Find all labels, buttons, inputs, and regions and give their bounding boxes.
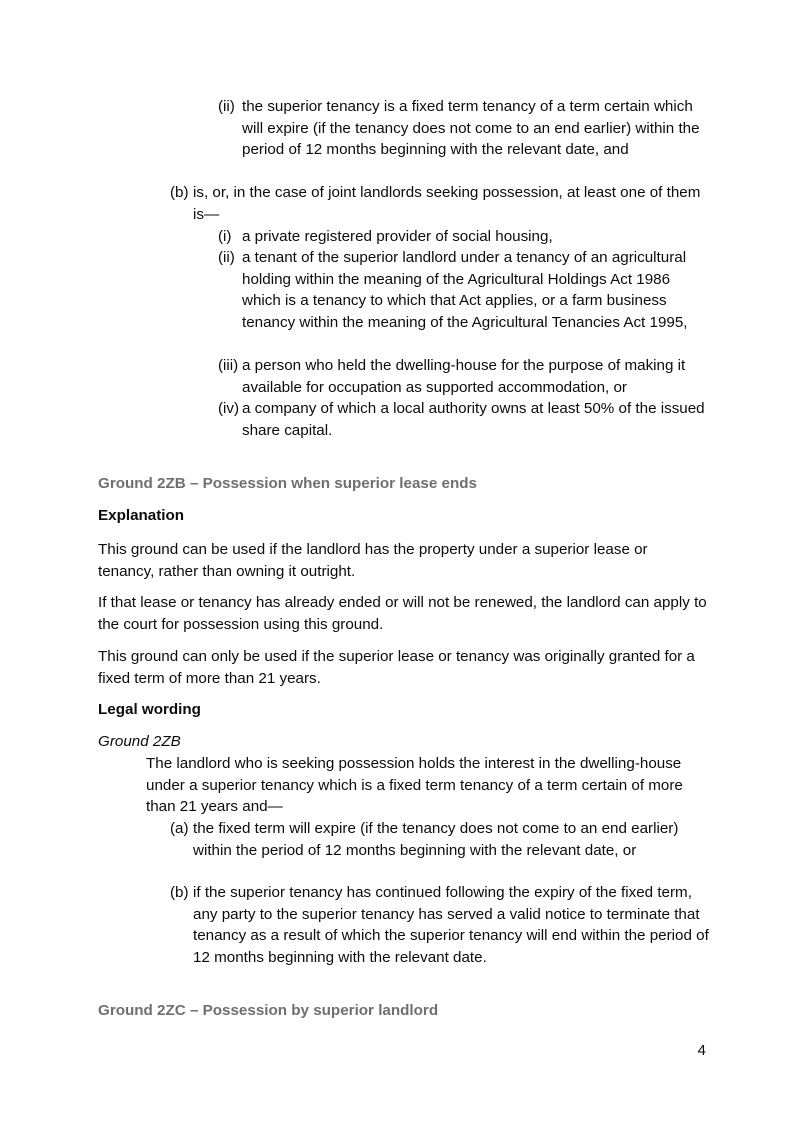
list-item-text: is, or, in the case of joint landlords seeking possession, at least one of them is—	[193, 184, 701, 223]
list-item-b-iii	[218, 355, 708, 398]
paragraph: If that lease or tenancy has already ended or will not be renewed, the landlord can apply to the court for possession using this ground.	[98, 594, 707, 633]
list-item-text: if the superior tenancy has continued following the expiry of the fixed term, any party to the superior tenancy has served a valid notice to terminate that tenancy as a result of which the superior tenancy will end within the period of 12 months beginning with the relevant date.	[193, 884, 709, 967]
list-item-label: (ii)	[218, 249, 235, 266]
list-item-label: (b)	[170, 884, 189, 901]
list-item-b-i	[218, 226, 708, 248]
list-item-ii	[218, 96, 708, 161]
list-item-label: (iv)	[218, 400, 240, 417]
legal-intro: The landlord who is seeking possession holds the interest in the dwelling-house under a superior tenancy which is a fixed term tenancy of a term certain of more than 21 years and—	[146, 755, 683, 816]
legal-wording-heading: Legal wording	[98, 701, 201, 718]
legal-item-a	[170, 818, 710, 861]
list-item-text: a tenant of the superior landlord under a tenancy of an agricultural holding within the meaning of the Agricultural Holdings Act 1986 which is a tenancy to which that Act applies, or a farm business tenancy within the meaning of the Agricultural Tenancies Act 1995,	[242, 249, 688, 332]
list-item-label: (a)	[170, 820, 189, 837]
paragraph: This ground can only be used if the superior lease or tenancy was originally granted for a fixed term of more than 21 years.	[98, 648, 695, 687]
section-heading-2zc: Ground 2ZC – Possession by superior landlord	[98, 1002, 439, 1019]
page-number: 4	[697, 1042, 706, 1059]
legal-item-b	[170, 882, 710, 969]
list-item-text: a private registered provider of social housing,	[242, 228, 553, 245]
list-item-label: (b)	[170, 184, 189, 201]
list-item-label: (i)	[218, 228, 232, 245]
list-item-text: the superior tenancy is a fixed term tenancy of a term certain which will expire (if the tenancy does not come to an end earlier) within the period of 12 months beginning with the relevant date, and	[242, 98, 700, 159]
ground-title: Ground 2ZB	[98, 733, 181, 750]
list-item-label: (ii)	[218, 98, 235, 115]
list-item-label: (iii)	[218, 357, 239, 374]
explanation-heading: Explanation	[98, 507, 185, 524]
paragraph: This ground can be used if the landlord has the property under a superior lease or tenancy, rather than owning it outright.	[98, 541, 648, 580]
list-item-b-iv	[218, 398, 708, 441]
list-item-text: a company of which a local authority owns at least 50% of the issued share capital.	[242, 400, 705, 439]
section-heading-2zb: Ground 2ZB – Possession when superior lease ends	[98, 475, 477, 492]
list-item-text: a person who held the dwelling-house for the purpose of making it available for occupation as supported accommodation, or	[242, 357, 686, 396]
list-item-b-ii	[218, 247, 708, 334]
list-item-text: the fixed term will expire (if the tenancy does not come to an end earlier) within the period of 12 months beginning with the relevant date, or	[193, 820, 679, 859]
list-item-b	[170, 182, 710, 225]
